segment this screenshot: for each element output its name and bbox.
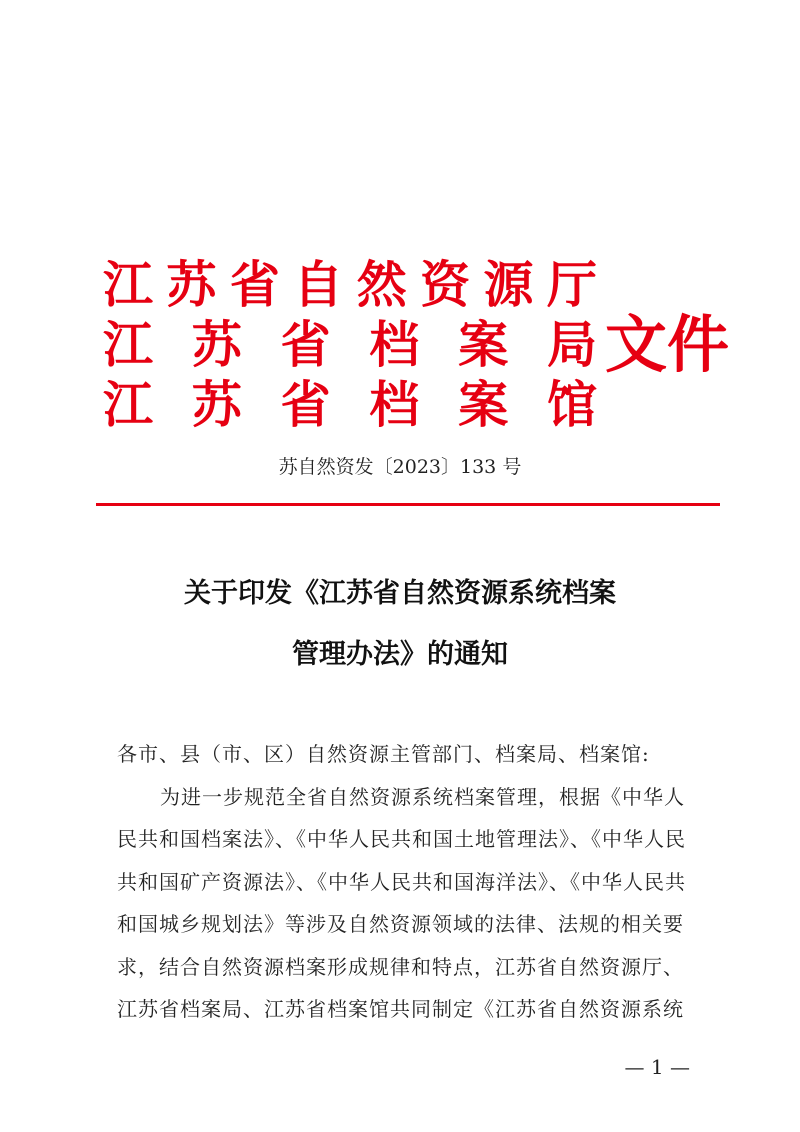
body-line: 和国城乡规划法》等涉及自然资源领域的法律、法规的相关要 (117, 912, 684, 936)
header-char: 案 (458, 375, 509, 434)
header-char: 自 (293, 255, 344, 314)
body-line: 为进一步规范全省自然资源系统档案管理，根据《中华人 (160, 785, 685, 809)
issuing-authorities-header (100, 250, 740, 440)
header-char: 案 (458, 315, 509, 374)
header-char: 苏 (191, 315, 242, 374)
authority-line-archives-bureau (100, 315, 600, 375)
header-char: 档 (369, 315, 420, 374)
header-char: 然 (356, 255, 407, 314)
page-number: — 1 — (624, 1055, 690, 1079)
header-char: 江 (103, 375, 153, 434)
header-char: 局 (546, 315, 597, 374)
header-char: 厅 (546, 255, 597, 314)
header-char: 江 (103, 315, 153, 374)
notice-title-line-2: 管理办法》的通知 (292, 639, 508, 670)
header-char: 省 (229, 255, 280, 314)
body-line: 民共和国档案法》、《中华人民共和国土地管理法》、《中华人民 (117, 827, 686, 851)
header-char: 苏 (191, 375, 242, 434)
header-char: 省 (280, 375, 331, 434)
header-char: 省 (280, 315, 331, 374)
salutation: 各市、县（市、区）自然资源主管部门、档案局、档案馆: (117, 742, 650, 766)
body-line: 求，结合自然资源档案形成规律和特点，江苏省自然资源厅、 (117, 955, 684, 979)
red-divider (96, 503, 720, 506)
authority-line-natural-resources (100, 255, 600, 315)
notice-title-line-1: 关于印发《江苏省自然资源系统档案 (184, 578, 616, 609)
document-suffix: 文件 (605, 308, 730, 381)
header-char: 苏 (166, 255, 217, 314)
body-line: 江苏省档案局、江苏省档案馆共同制定《江苏省自然资源系统 (117, 997, 684, 1021)
header-char: 江 (103, 255, 153, 314)
header-char: 馆 (546, 375, 597, 434)
header-char: 档 (369, 375, 420, 434)
document-number: 苏自然资发〔2023〕133 号 (278, 456, 522, 478)
header-char: 源 (483, 255, 534, 314)
header-char: 资 (420, 255, 471, 314)
authority-line-archives-hall (100, 375, 600, 435)
body-line: 共和国矿产资源法》、《中华人民共和国海洋法》、《中华人民共 (117, 870, 686, 894)
